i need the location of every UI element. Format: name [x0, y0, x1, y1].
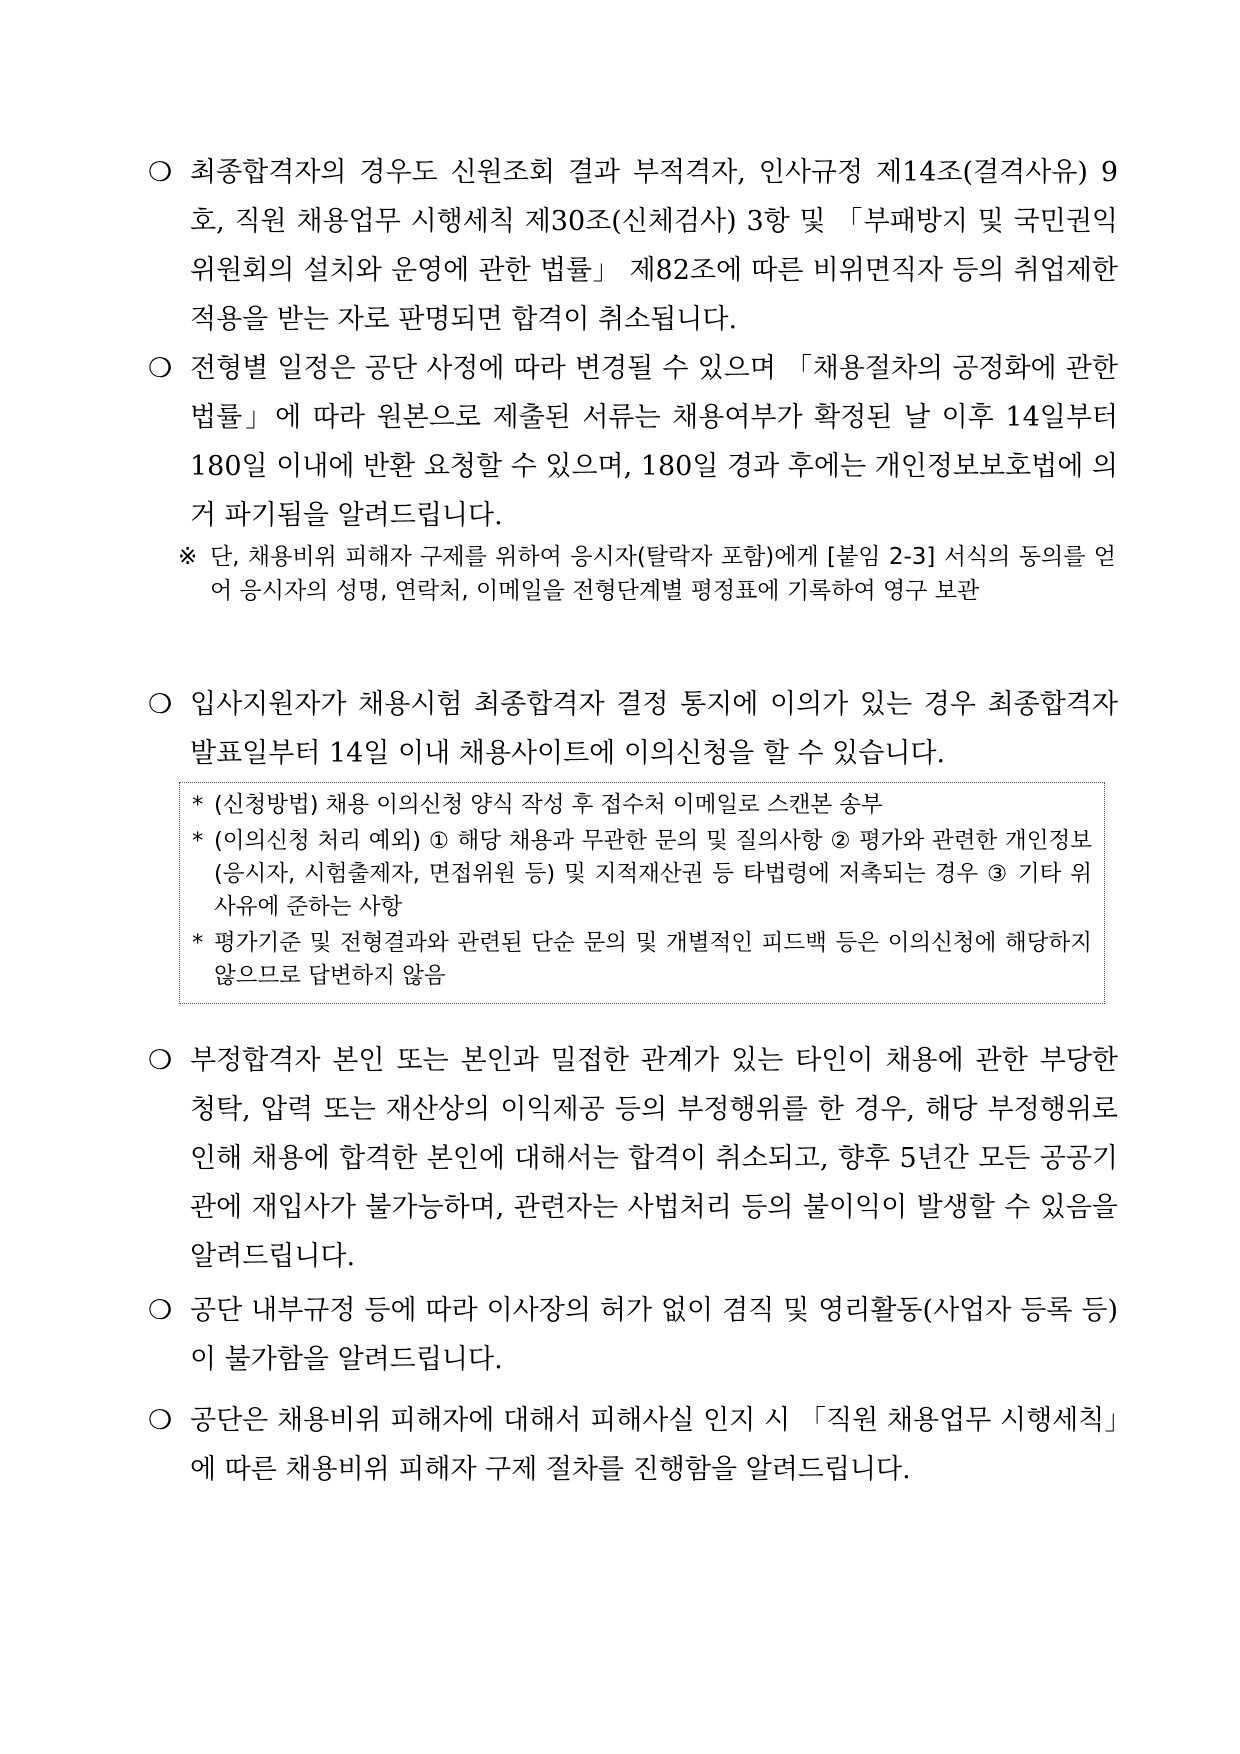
- paragraph-final-passer-disqualification: [148, 148, 1118, 344]
- paragraph-objection-application: [148, 680, 1118, 778]
- box-item-text: (신청방법) 채용 이의신청 양식 작성 후 접수처 이메일로 스캔본 송부: [214, 792, 883, 818]
- reference-mark-icon: ※: [178, 544, 198, 570]
- paragraph-text: 최종합격자의 경우도 신원조회 결과 부적격자, 인사규정 제14조(결격사유) 9호, 직원 채용업무 시행세칙 제30조(신체검사) 3항 및 「부패방지 및 국민권익위원회의 설치와 운영에 관한 법률」 제82조에 따른 비위면직자 등의 취업제한 적용을 받는 자로 판명되면 합격이 취소됩니다.: [190, 157, 1118, 335]
- paragraph-victim-relief-procedure: [148, 1396, 1118, 1494]
- bullet-circle-icon: ❍: [148, 157, 173, 188]
- bullet-circle-icon: ❍: [148, 1045, 173, 1076]
- box-item-no-response: [192, 927, 1092, 993]
- paragraph-schedule-document-return: [148, 344, 1118, 540]
- asterisk-mark: *: [192, 792, 204, 818]
- bullet-circle-icon: ❍: [148, 353, 173, 384]
- paragraph-side-job-restriction: [148, 1286, 1118, 1384]
- box-item-text: (이의신청 처리 예외) ① 해당 채용과 무관한 문의 및 질의사항 ② 평가와 관련한 개인정보(응시자, 시험출제자, 면접위원 등) 및 지적재산권 등 타법령에 저촉되는 경우 ③ 기타 위 사유에 준하는 사항: [214, 828, 1092, 920]
- box-item-application-method: [192, 789, 1092, 822]
- note-text: 단, 채용비위 피해자 구제를 위하여 응시자(탈락자 포함)에게 [붙임 2-3] 서식의 동의를 얻어 응시자의 성명, 연락처, 이메일을 전형단계별 평정표에 기록하여 영구 보관: [210, 544, 1116, 604]
- paragraph-fraudulent-passer: [148, 1036, 1118, 1281]
- paragraph-text: 전형별 일정은 공단 사정에 따라 변경될 수 있으며 「채용절차의 공정화에 관한 법률」에 따라 원본으로 제출된 서류는 채용여부가 확정된 날 이후 14일부터 180일 이내에 반환 요청할 수 있으며, 180일 경과 후에는 개인정보보호법에 의거 파기됨을 알려드립니다.: [190, 353, 1118, 531]
- bullet-circle-icon: ❍: [148, 1405, 173, 1436]
- bullet-circle-icon: ❍: [148, 689, 173, 720]
- paragraph-text: 공단 내부규정 등에 따라 이사장의 허가 없이 겸직 및 영리활동(사업자 등록 등)이 불가함을 알려드립니다.: [190, 1295, 1118, 1375]
- bullet-circle-icon: ❍: [148, 1295, 173, 1326]
- asterisk-mark: *: [192, 828, 204, 854]
- box-item-text: 평가기준 및 전형결과와 관련된 단순 문의 및 개별적인 피드백 등은 이의신청에 해당하지 않으므로 답변하지 않음: [214, 930, 1092, 989]
- asterisk-mark: *: [192, 930, 204, 956]
- paragraph-text: 입사지원자가 채용시험 최종합격자 결정 통지에 이의가 있는 경우 최종합격자 발표일부터 14일 이내 채용사이트에 이의신청을 할 수 있습니다.: [190, 689, 1118, 769]
- paragraph-text: 공단은 채용비위 피해자에 대해서 피해사실 인지 시 「직원 채용업무 시행세칙」에 따른 채용비위 피해자 구제 절차를 진행함을 알려드립니다.: [190, 1405, 1118, 1485]
- objection-details-box: [179, 782, 1105, 1004]
- paragraph-text: 부정합격자 본인 또는 본인과 밀접한 관계가 있는 타인이 채용에 관한 부당한 청탁, 압력 또는 재산상의 이익제공 등의 부정행위를 한 경우, 해당 부정행위로 인해 채용에 합격한 본인에 대해서는 합격이 취소되고, 향후 5년간 모든 공공기관에 재입사가 불가능하며, 관련자는 사법처리 등의 불이익이 발생할 수 있음을 알려드립니다.: [190, 1045, 1118, 1272]
- box-item-processing-exceptions: [192, 825, 1092, 924]
- note-victim-relief-consent: [178, 540, 1116, 608]
